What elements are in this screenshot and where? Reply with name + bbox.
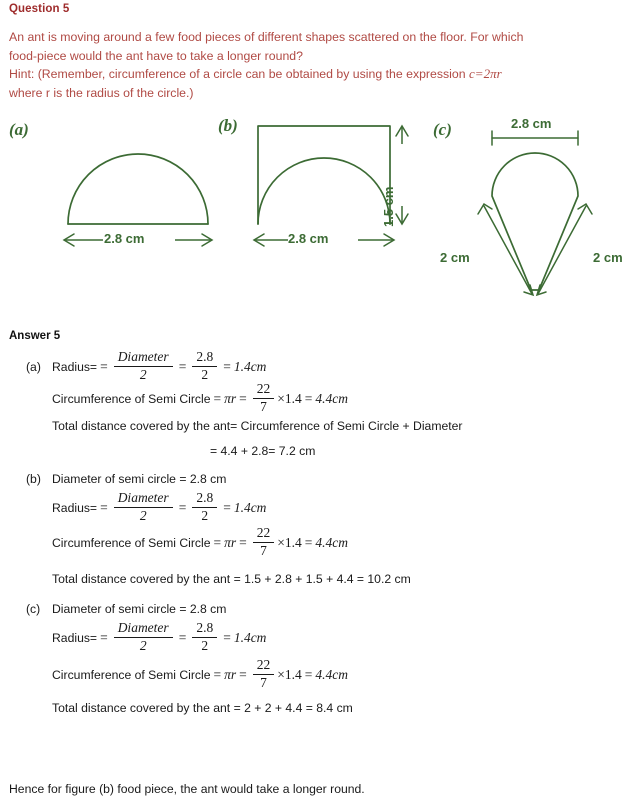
radius-eq2-a: = [178,359,187,374]
pi-fraction-b [253,526,275,557]
answer-part-c-total-row [0,695,635,721]
value-denominator-a: 2 [201,366,209,382]
figure-a-label: (a) [9,120,29,139]
answer-part-b-radius-row [0,491,635,525]
value-denominator-b: 2 [201,507,209,523]
radius-result-c: 1.4cm [233,630,267,645]
figure-c-left-dimension: 2 cm [440,250,470,265]
circ-eq1-b: = [213,535,222,550]
radius-eq1-b: = [100,500,108,515]
circ-eq3-a: = [304,391,313,406]
question-line-1: An ant is moving around a few food pieces of different shapes scattered on the floor. For which [9,30,524,44]
answer-part-a-total-row-2 [0,435,635,467]
radius-result-b: 1.4cm [233,500,267,515]
hint-text: Hint: (Remember, circumference of a circle can be obtained by using the expression [9,67,469,81]
radius-eq2-c: = [178,630,187,645]
figure-c-drawing [478,110,635,300]
question-line-4: where r is the radius of the circle.) [9,85,194,100]
figure-a-width-dimension: 2.8 cm [104,231,145,246]
circumference-label-a: Circumference of Semi Circle [52,392,211,406]
radius-eq2-b: = [178,500,187,515]
circ-times-c: ×1.4 [277,667,302,682]
answer-part-a-total-row-1 [0,416,635,435]
answer-part-a-marker: (a) [26,360,41,374]
answer-part-b-circumference-row [0,525,635,561]
radius-result-a: 1.4cm [233,359,267,374]
question-body [9,28,627,102]
figure-c-width-dimension: 2.8 cm [511,116,552,131]
circ-times-b: ×1.4 [277,535,302,550]
question-line-2: food-piece would the ant have to take a longer round? [9,48,303,63]
radius-eq1-c: = [100,630,108,645]
circ-eq3-b: = [304,535,313,550]
radius-label-b: Radius= [52,501,98,515]
circ-pi-r-b: πr [224,535,237,550]
value-fraction-b [192,491,217,522]
pi-numerator-a: 22 [253,382,275,398]
figure-a-drawing [60,112,220,242]
diameter-denominator-a: 2 [139,366,147,382]
circumference-label-c: Circumference of Semi Circle [52,668,211,682]
diameter-denominator-b: 2 [139,507,147,523]
diameter-numerator-c: Diameter [114,621,173,637]
value-numerator-b: 2.8 [192,491,217,507]
diameter-fraction-c [114,621,173,652]
circ-result-c: 4.4cm [315,667,349,682]
total-distance-a-line1: Total distance covered by the ant= Circumference of Semi Circle + Diameter [52,418,463,433]
pi-denominator-b: 7 [260,542,267,558]
circ-times-a: ×1.4 [277,391,302,406]
diameter-numerator-b: Diameter [114,491,173,507]
answer-part-b-marker: (b) [26,472,41,486]
diameter-line-b: Diameter of semi circle = 2.8 cm [52,472,227,486]
figures-container [0,108,635,308]
value-fraction-c [192,621,217,652]
circ-eq2-c: = [239,667,247,682]
diameter-fraction-a [114,350,173,381]
answer-part-c-marker: (c) [26,602,41,616]
question-heading: Question 5 [9,3,70,15]
figure-b-label: (b) [218,116,238,135]
circ-eq2-b: = [239,535,247,550]
figure-b-drawing [250,112,425,247]
diameter-fraction-b [114,491,173,522]
answer-part-c-radius-row [0,621,635,655]
diameter-numerator-a: Diameter [114,350,173,366]
radius-eq3-a: = [223,359,231,374]
answer-part-b-total-row [0,561,635,597]
value-denominator-c: 2 [201,637,209,653]
value-fraction-a [192,350,217,381]
value-numerator-a: 2.8 [192,350,217,366]
question-hint-line [9,65,627,84]
circ-eq3-c: = [304,667,313,682]
answer-part-c-diameter-row [0,597,635,621]
answer-body [0,349,635,721]
circ-pi-r-c: πr [224,667,237,682]
figure-c-label: (c) [433,120,452,139]
circ-pi-r-a: πr [224,391,237,406]
circ-eq2-a: = [239,391,247,406]
answer-heading: Answer 5 [9,330,61,342]
answer-part-b-diameter-row [0,467,635,491]
circ-eq1-c: = [213,667,222,682]
answer-part-c-circumference-row [0,655,635,695]
pi-fraction-c [253,658,275,689]
pi-denominator-c: 7 [260,674,267,690]
answer-part-a-radius-row [0,349,635,382]
radius-eq3-c: = [223,630,231,645]
radius-eq3-b: = [223,500,231,515]
answer-part-a-circumference-row [0,382,635,416]
answer-conclusion: Hence for figure (b) food piece, the ant would take a longer round. [9,782,365,796]
total-distance-c: Total distance covered by the ant = 2 + 2 + 4.4 = 8.4 cm [52,701,353,715]
pi-numerator-b: 22 [253,526,275,542]
circ-result-a: 4.4cm [315,391,349,406]
diameter-line-c: Diameter of semi circle = 2.8 cm [52,602,227,616]
radius-label-a: Radius= [52,360,98,374]
radius-label-c: Radius= [52,631,98,645]
total-distance-b: Total distance covered by the ant = 1.5 + 2.8 + 1.5 + 4.4 = 10.2 cm [52,572,411,586]
value-numerator-c: 2.8 [192,621,217,637]
pi-denominator-a: 7 [260,398,267,414]
radius-eq1-a: = [100,359,108,374]
total-distance-a-line2: = 4.4 + 2.8= 7.2 cm [210,444,316,458]
figure-b-height-dimension: 1.5 cm [381,186,396,227]
pi-numerator-c: 22 [253,658,275,674]
diameter-denominator-c: 2 [139,637,147,653]
hint-formula-expression: 2πr [483,66,502,81]
hint-formula-equals: = [474,66,484,81]
figure-c-right-dimension: 2 cm [593,250,623,265]
circumference-label-b: Circumference of Semi Circle [52,536,211,550]
figure-b-width-dimension: 2.8 cm [288,231,329,246]
circ-eq1-a: = [213,391,222,406]
circ-result-b: 4.4cm [315,535,349,550]
hint-formula-c: c [469,66,475,81]
pi-fraction-a [253,382,275,413]
